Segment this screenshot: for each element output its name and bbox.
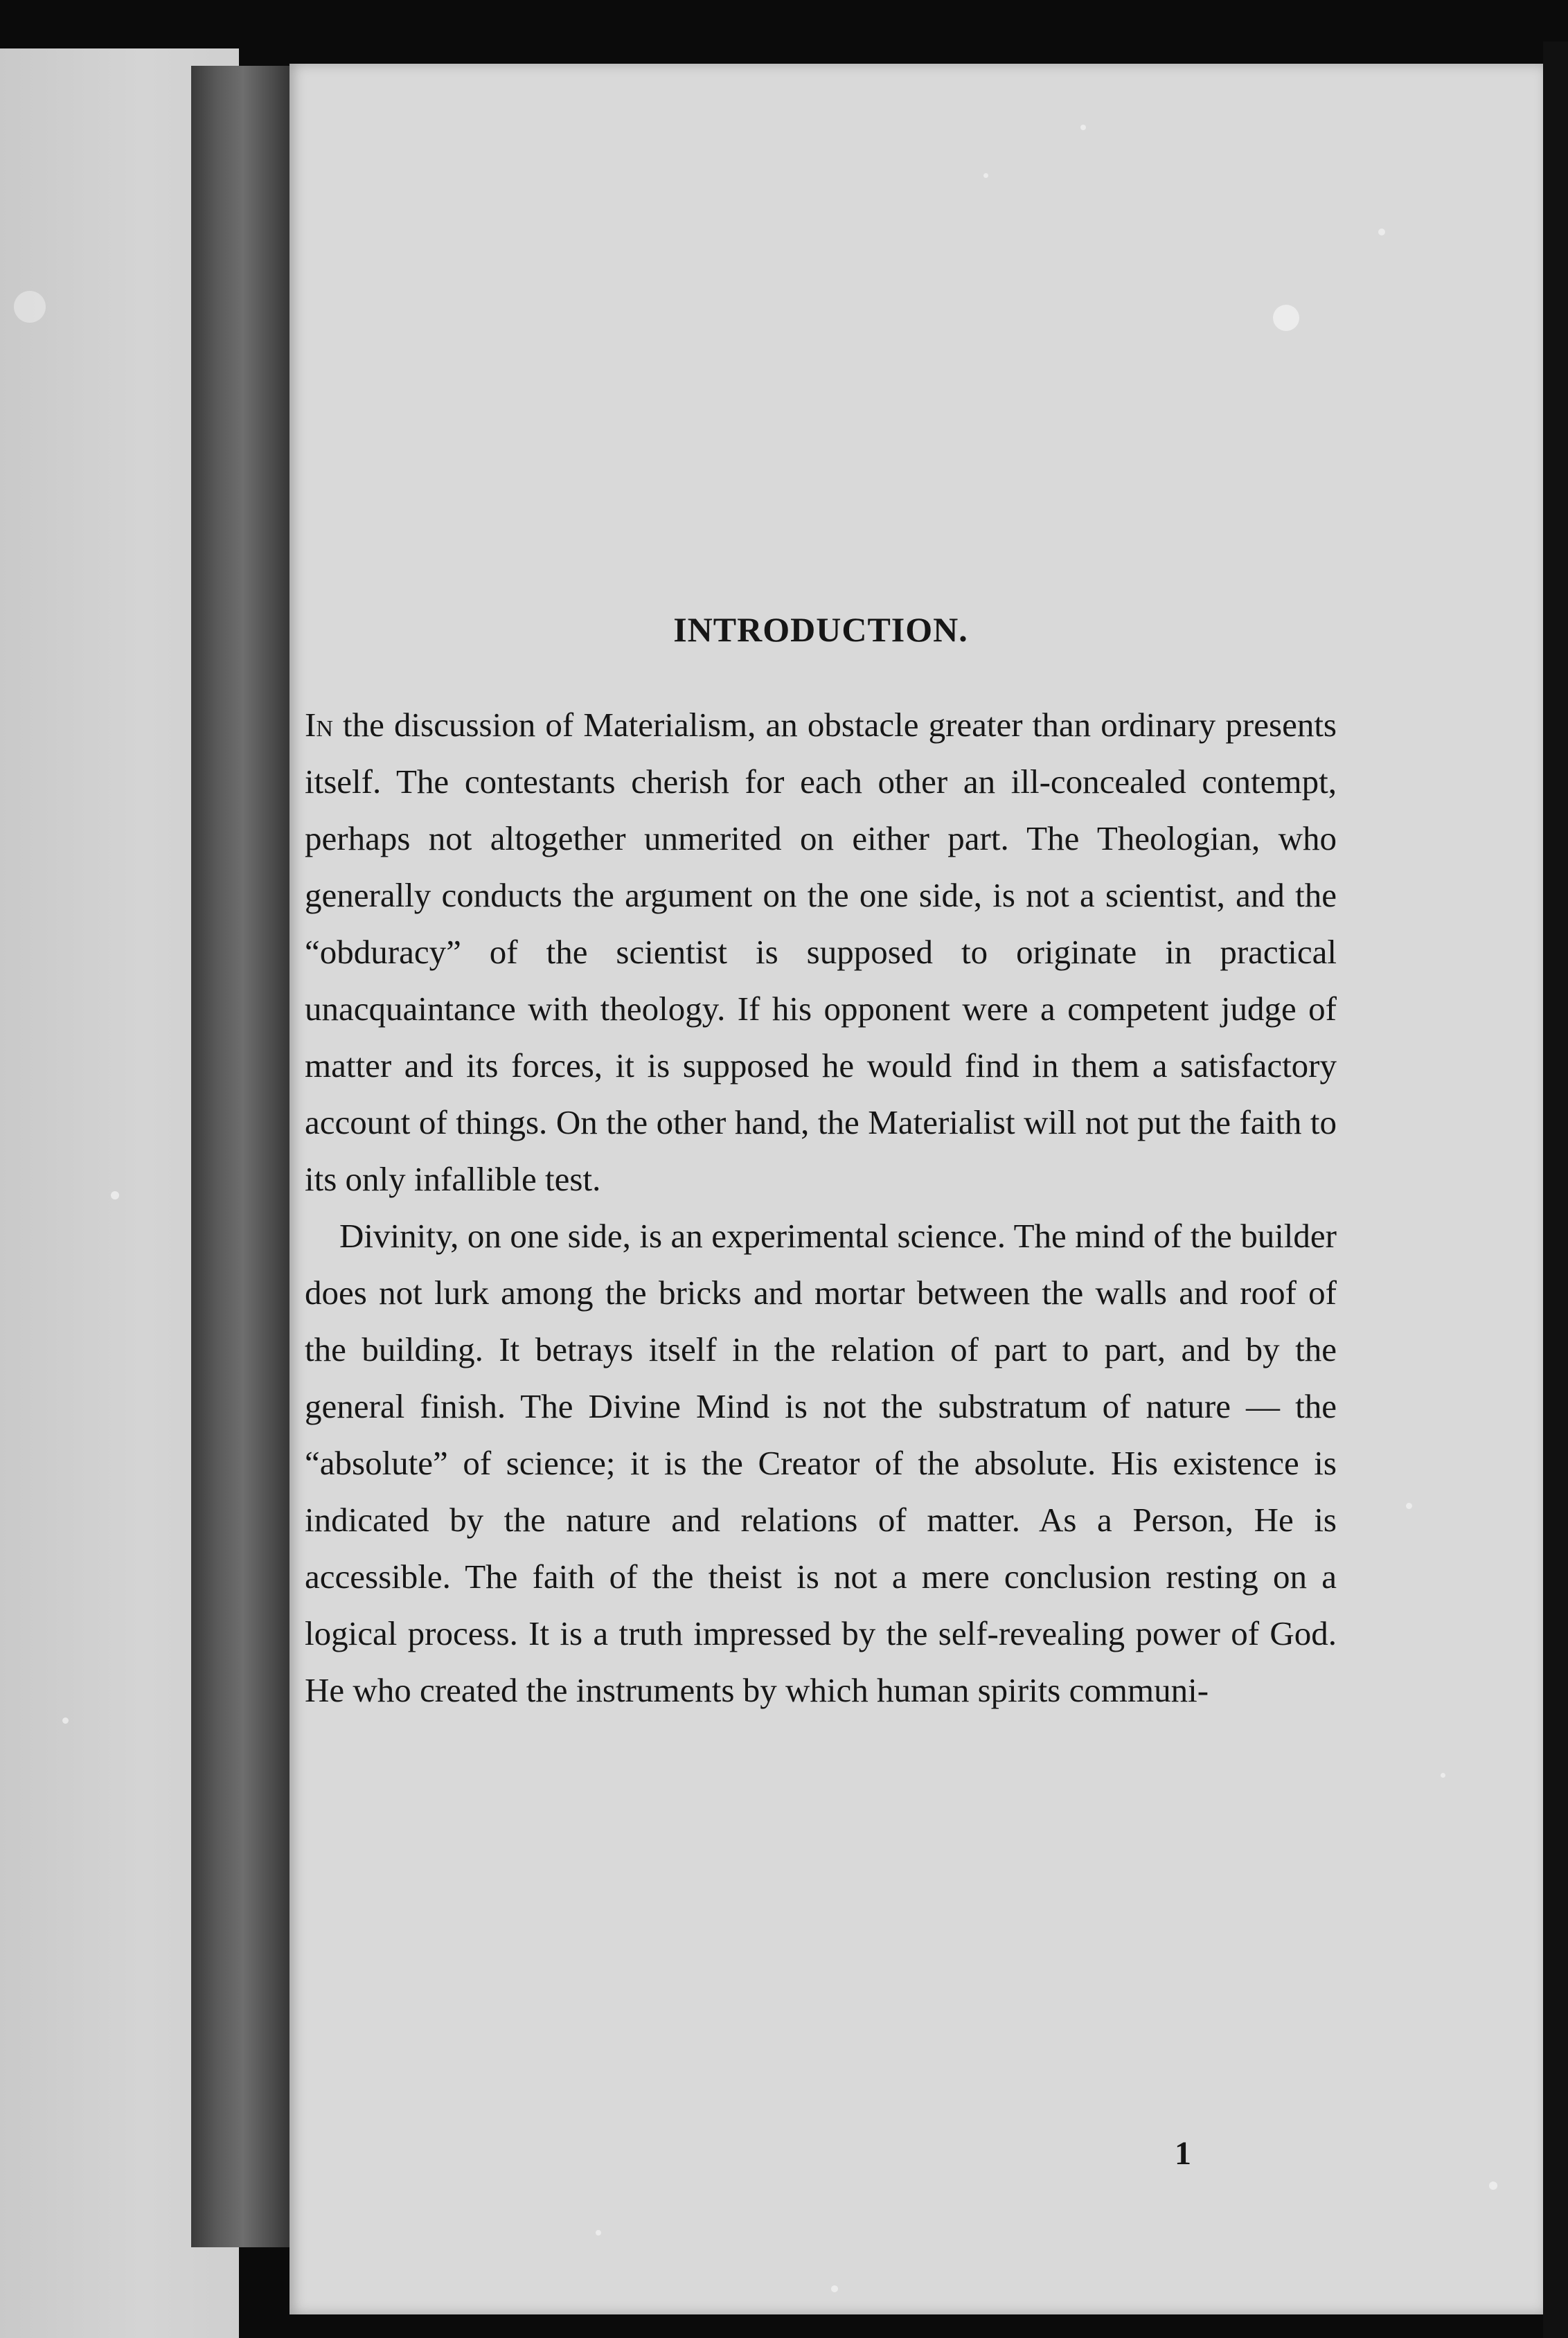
paragraph-2: Divinity, on one side, is an experimental science. The mind of the builder does not lurk among the bricks and mortar between the walls and roof of the building. It betrays itself in the relation of part to part, and by the general finish. The Divine Mind is not the substratum of nature — the “absolute” of science; it is the Creator of the absolute. His existence is indicated by the nature and relations of matter. As a Person, He is accessible. The faith of the theist is not a mere conclusion resting on a logical process. It is a truth impressed by the self-revealing power of God. He who created the instruments by which human spirits communi-: [305, 1217, 1337, 1709]
book-gutter: [191, 66, 295, 2247]
scan-speck: [1378, 229, 1385, 235]
scan-speck: [111, 1191, 119, 1199]
scan-speck: [14, 291, 46, 323]
scan-speck: [1273, 305, 1299, 331]
page-text: [305, 609, 1337, 1719]
paragraph-1: [305, 697, 1337, 1208]
scan-border: [1543, 42, 1568, 2338]
paragraph-lead-word: In: [305, 706, 333, 744]
scan-speck: [596, 2230, 601, 2236]
scan-speck: [983, 173, 988, 178]
page-number: 1: [1175, 2135, 1191, 2172]
scan-speck: [62, 1717, 69, 1724]
chapter-heading: INTRODUCTION.: [673, 610, 968, 649]
scan-speck: [1406, 1503, 1412, 1509]
paragraph-1-text: the discussion of Materialism, an obstacle greater than ordinary presents itself. The contestants cherish for each other an ill-concealed contempt, perhaps not altogether unmerited on either part. The Theologian, who generally conducts the argument on the one side, is not a scientist, and the “obduracy” of the scientist is supposed to originate in practical unacquaintance with theology. If his opponent were a competent judge of matter and its forces, it is supposed he would find in them a satisfactory account of things. On the other hand, the Materialist will not put the faith to its only infallible test.: [305, 706, 1337, 1198]
scan-speck: [1080, 125, 1086, 130]
scan-speck: [1489, 2181, 1497, 2190]
scan-speck: [831, 2285, 838, 2292]
scan-speck: [1441, 1773, 1445, 1778]
